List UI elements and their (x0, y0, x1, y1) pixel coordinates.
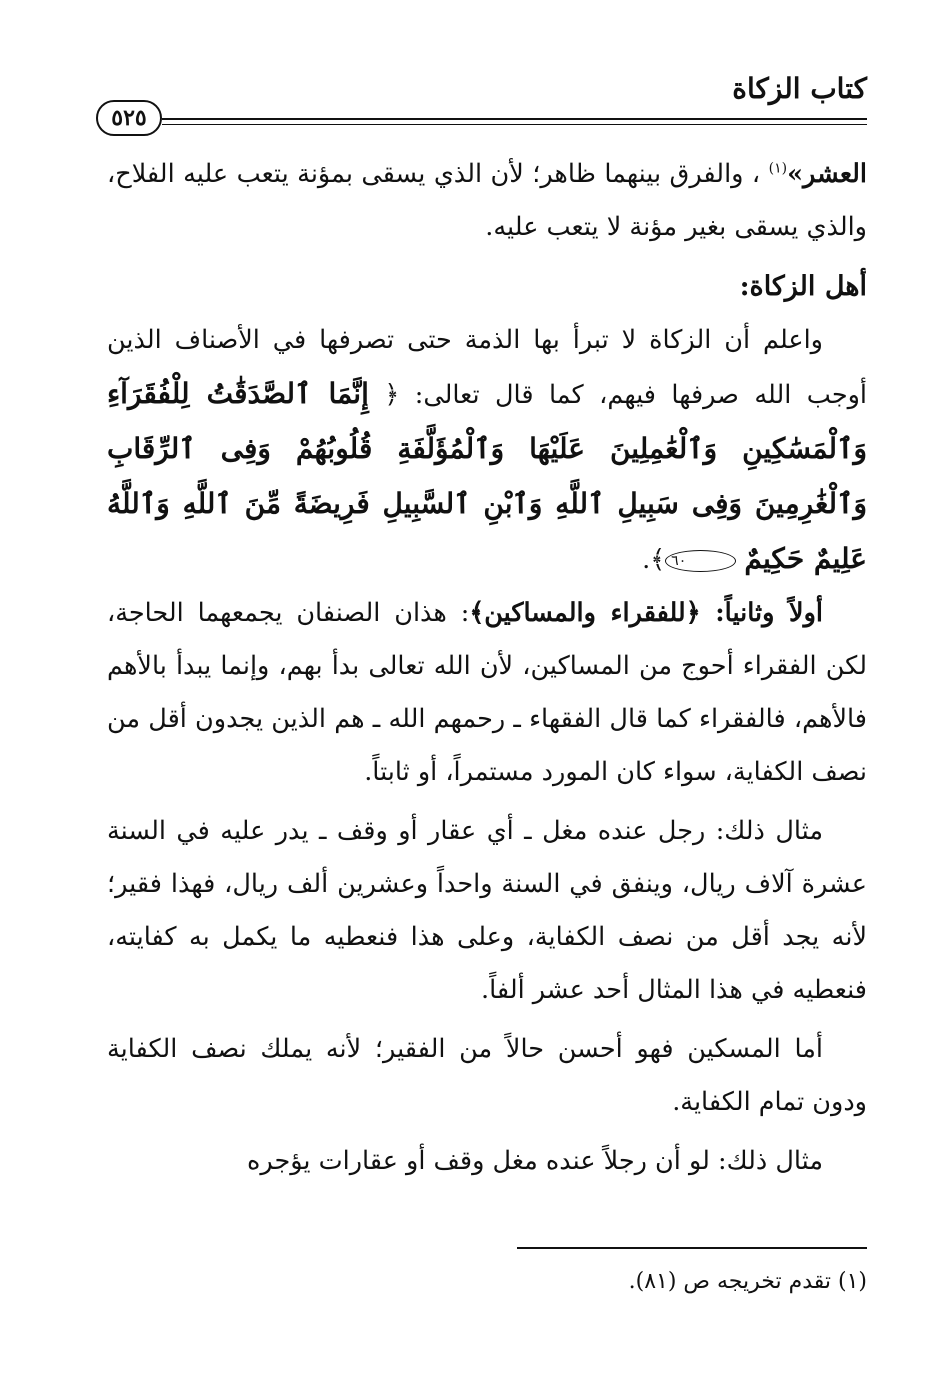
paragraph-2 (107, 314, 867, 587)
paragraph-6: مثال ذلك: لو أن رجلاً عنده مغل وقف أو عقارات يؤجره (247, 1146, 823, 1176)
main-text (107, 148, 867, 1188)
paragraph-5: أما المسكين فهو أحسن حالاً من الفقير؛ لأنه يملك نصف الكفاية ودون تمام الكفاية. (107, 1034, 867, 1117)
ayah-number: ٦٠ (665, 550, 736, 572)
paragraph-4: مثال ذلك: رجل عنده مغل ـ أي عقار أو وقف ـ يدر عليه في السنة عشرة آلاف ريال، وينفق في السنة واحداً وعشرين ألف ريال، فهذا فقير؛ لأنه يجد أقل من نصف الكفاية، وعلى هذا فنعطيه ما يكمل به كفايته، فنعطيه في هذا المثال أحد عشر ألفاً. (107, 816, 867, 1005)
verse-close: ﴾. (642, 545, 666, 575)
running-title: كتاب الزكاة (732, 72, 867, 105)
paragraph-1 (107, 148, 867, 254)
quran-verse: إِنَّمَا ٱلصَّدَقَٰتُ لِلْفُقَرَآءِ وَٱلْمَسَٰكِينِ وَٱلْعَٰمِلِينَ عَلَيْهَا وَٱلْمُؤَلَّفَةِ قُلُوبُهُمْ وَفِى ٱلرِّقَابِ وَٱلْغَٰرِمِينَ وَفِى سَبِيلِ ٱللَّهِ وَٱبْنِ ٱلسَّبِيلِ فَرِيضَةً مِّنَ ٱللَّهِ وَٱللَّهُ عَلِيمٌ حَكِيمٌ (107, 377, 867, 575)
header-rule-thin (162, 124, 867, 125)
paragraph-1-lead: العشر» (787, 159, 867, 189)
paragraph-1-rest: ، والفرق بينهما ظاهر؛ لأن الذي يسقى بمؤنة يتعب عليه الفلاح، والذي يسقى بغير مؤنة لا يتعب عليه. (107, 159, 867, 242)
paragraph-3-rest: : هذان الصنفان يجمعهما الحاجة، لكن الفقراء أحوج من المساكين، لأن الله تعالى بدأ بهم، وإنما يبدأ بالأهم فالأهم، فالفقراء كما قال الفقهاء ـ رحمهم الله ـ هم الذين يجدون أقل من نصف الكفاية، سواء كان المورد مستمراً، أو ثابتاً. (107, 598, 867, 787)
page-number: ٥٢٥ (96, 100, 162, 136)
paragraph-3-lead: أولاً وثانياً: ﴿للفقراء والمساكين﴾ (469, 598, 823, 628)
footnote: (١) تقدم تخريجه ص (٨١). (628, 1269, 867, 1294)
section-title: أهل الزكاة: (739, 271, 867, 302)
paragraph-3 (107, 587, 867, 799)
section-heading (107, 260, 867, 314)
paragraph-2-intro: واعلم أن الزكاة لا تبرأ بها الذمة حتى تصرفها في الأصناف الذين أوجب الله صرفها فيهم، كما قال تعالى: ﴿ (107, 325, 867, 410)
footnote-rule (517, 1247, 867, 1249)
header-rule (162, 118, 867, 120)
footnote-ref: (١) (768, 160, 788, 177)
